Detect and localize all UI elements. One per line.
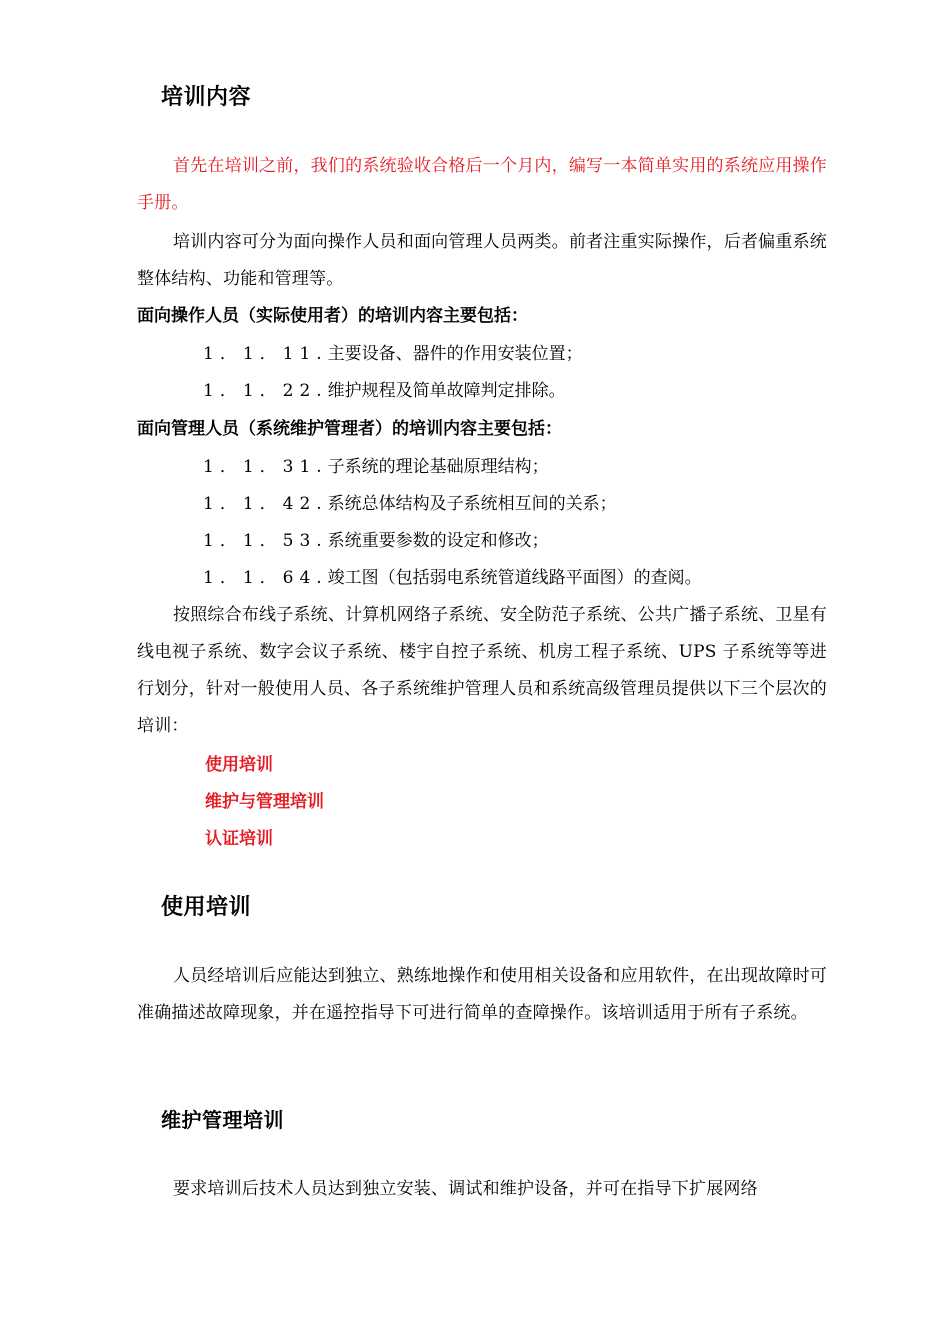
list-item (203, 523, 549, 560)
intro-paragraph: 首先在培训之前，我们的系统验收合格后一个月内，编写一本简单实用的系统应用操作手册。 (137, 156, 827, 213)
list-item-number: 1．1．42. (203, 494, 328, 514)
maintenance-paragraph: 要求培训后技术人员达到独立安装、调试和维护设备，并可在指导下扩展网络 (173, 1179, 758, 1199)
list-item-number: 1．1．53. (203, 531, 328, 551)
list-item (203, 560, 702, 597)
list-item-text: 子系统的理论基础原理结构； (327, 457, 549, 477)
heading-maintenance-training: 维护管理培训 (161, 1108, 284, 1132)
list-item-text: 系统总体结构及子系统相互间的关系； (327, 494, 617, 514)
heading-usage-training: 使用培训 (161, 895, 252, 920)
level-item: 维护与管理培训 (205, 792, 324, 812)
level-item: 认证培训 (205, 829, 273, 849)
list-item (203, 336, 583, 373)
managers-heading: 面向管理人员（系统维护管理者）的培训内容主要包括： (137, 419, 562, 439)
list-item (203, 449, 549, 486)
level-item: 使用培训 (205, 755, 273, 775)
list-item-text: 竣工图（包括弱电系统管道线路平面图）的查阅。 (327, 568, 702, 588)
operators-heading: 面向操作人员（实际使用者）的培训内容主要包括： (137, 306, 528, 326)
list-item (203, 486, 617, 523)
list-item-number: 1．1．22. (203, 381, 328, 401)
list-item-text: 主要设备、器件的作用安装位置； (327, 344, 583, 364)
list-item-number: 1．1．31. (203, 457, 328, 477)
levels-paragraph: 按照综合布线子系统、计算机网络子系统、安全防范子系统、公共广播子系统、卫星有线电视子系统、数字会议子系统、楼宇自控子系统、机房工程子系统、UPS 子系统等等进行划分，针对一般使用人员、各子系统维护管理人员和系统高级管理员提供以下三个层次的培训： (137, 605, 827, 736)
list-item-number: 1．1．64. (203, 568, 328, 588)
list-item-number: 1．1．11. (203, 344, 328, 364)
categories-paragraph: 培训内容可分为面向操作人员和面向管理人员两类。前者注重实际操作，后者偏重系统整体结构、功能和管理等。 (137, 232, 827, 289)
heading-training-content: 培训内容 (161, 85, 252, 110)
usage-paragraph: 人员经培训后应能达到独立、熟练地操作和使用相关设备和应用软件，在出现故障时可准确描述故障现象，并在遥控指导下可进行简单的查障操作。该培训适用于所有子系统。 (137, 966, 827, 1023)
list-item-text: 维护规程及简单故障判定排除。 (327, 381, 566, 401)
list-item (203, 373, 566, 410)
list-item-text: 系统重要参数的设定和修改； (327, 531, 549, 551)
